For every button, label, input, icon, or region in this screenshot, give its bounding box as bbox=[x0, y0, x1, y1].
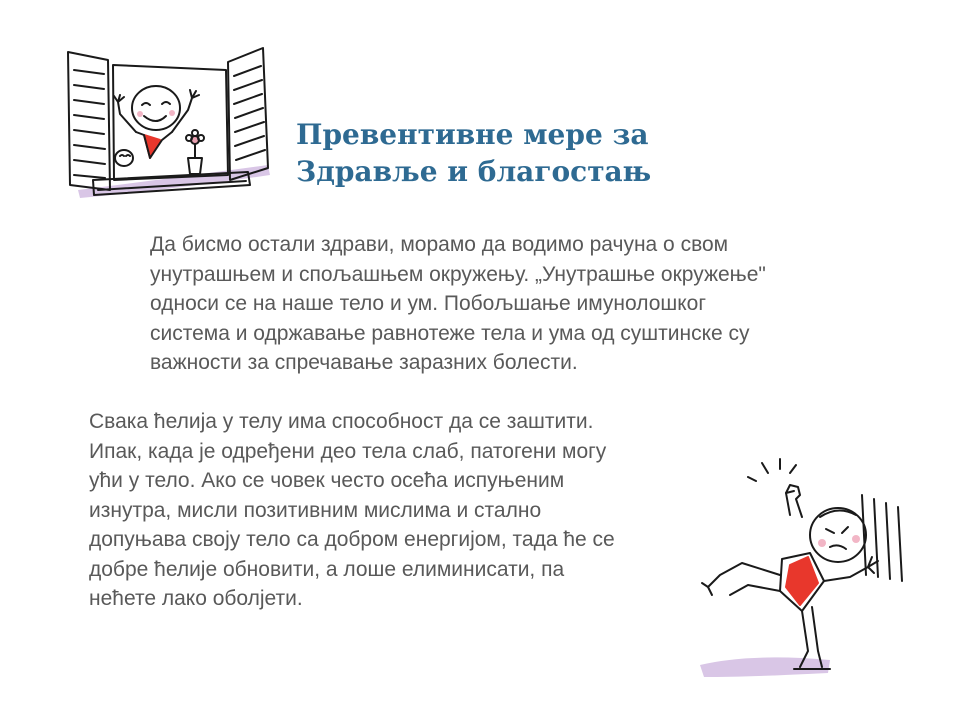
intro-line: односи се на наше тело и ум. Побољшање имунолошког bbox=[150, 292, 706, 315]
window-character-illustration bbox=[58, 40, 280, 205]
cell-line: Свака ћелија у телу има способност да се заштити. bbox=[89, 410, 594, 433]
intro-paragraph bbox=[150, 230, 766, 378]
cell-paragraph bbox=[89, 407, 615, 614]
dancing-character-illustration bbox=[690, 455, 930, 685]
intro-line: унутрашњем и спољашњем окружењу. „Унутрашње окружење" bbox=[150, 262, 766, 286]
intro-line: Да бисмо остали здрави, морамо да водимо рачуна о свом bbox=[150, 233, 729, 256]
cell-line: Ипак, када је одређени део тела слаб, патогени могу bbox=[89, 439, 607, 463]
title-line-2: Здравље и благостањ bbox=[296, 155, 652, 188]
intro-line: важности за спречавање заразних болести. bbox=[150, 351, 578, 374]
title-line-1: Превентивне мере за bbox=[296, 118, 649, 151]
slide-title bbox=[296, 116, 651, 190]
intro-line: система и одржавање равнотеже тела и ума од суштинске су bbox=[150, 321, 750, 345]
cell-line: ући у тело. Ако се човек често осећа испуњеним bbox=[89, 469, 565, 492]
cell-line: изнутра, мисли позитивним мислима и стално bbox=[89, 498, 542, 522]
cell-line: нећете лако оболјети. bbox=[89, 587, 303, 610]
cell-line: добре ћелије обновити, а лоше елиминисати, па bbox=[89, 557, 565, 581]
cell-line: допуњава своју тело са добром енергијом, тада ће се bbox=[89, 528, 615, 551]
